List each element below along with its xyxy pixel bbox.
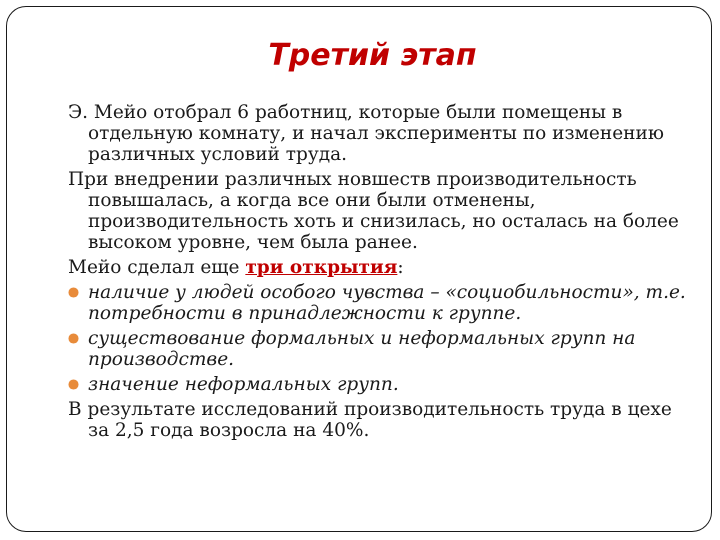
bullet-marker-icon: [68, 379, 79, 390]
slide-title: Третий этап: [268, 38, 477, 73]
paragraph-result: В результате исследований производительность труда в цехе за 2,5 года возросла на 40%.: [68, 399, 672, 441]
discoveries-highlight: три открытия: [245, 257, 398, 278]
bullet-text: наличие у людей особого чувства – «социобильности», т.е. потребности в принадлежности к группе.: [88, 282, 686, 324]
bullet-text: значение неформальных групп.: [88, 374, 399, 395]
bullet-marker-icon: [68, 333, 79, 344]
bullet-text: существование формальных и неформальных групп на производстве.: [88, 328, 636, 370]
paragraph-productivity: При внедрении различных новшеств производительность повышалась, а когда все они были отменены, производительность хоть и снизилась, но осталась на более высоком уровне, чем была ранее.: [68, 169, 679, 253]
paragraph-experiment: Э. Мейо отобрал 6 работниц, которые были помещены в отдельную комнату, и начал эксперименты по изменению различных условий труда.: [68, 102, 664, 165]
discoveries-colon: :: [397, 257, 404, 278]
bullet-item: [68, 374, 690, 395]
paragraph-discoveries: [68, 257, 690, 278]
slide-content: [68, 102, 690, 445]
bullet-marker-icon: [68, 287, 79, 298]
bullet-item: [68, 328, 690, 370]
discoveries-intro: Мейо сделал еще: [68, 257, 246, 278]
bullet-item: [68, 282, 690, 324]
